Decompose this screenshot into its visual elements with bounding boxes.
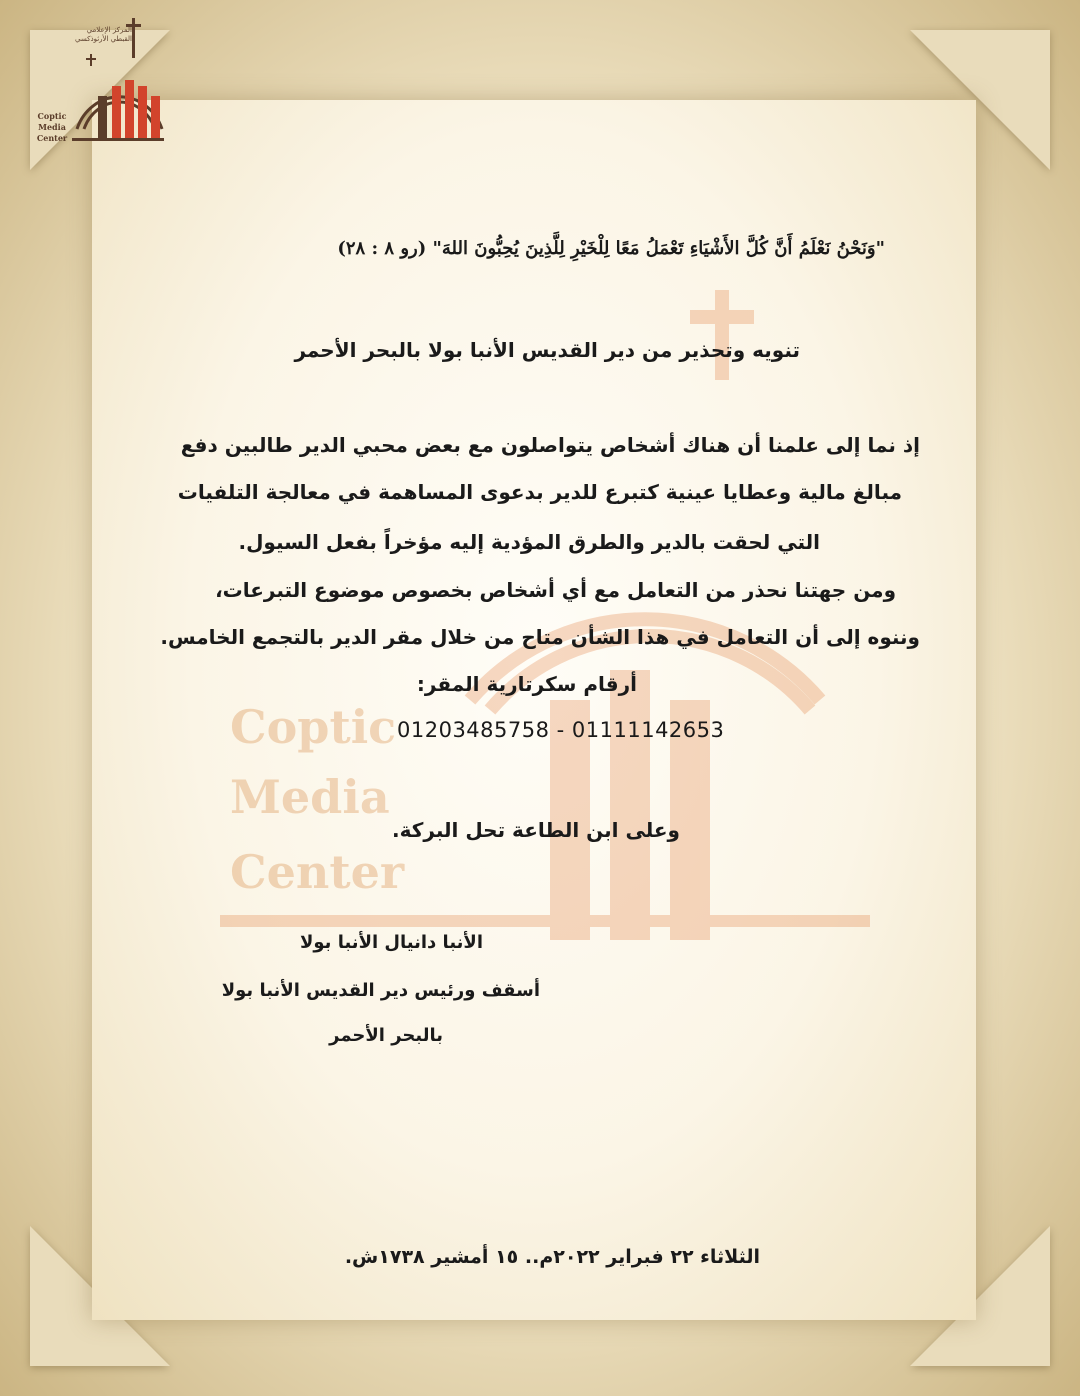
notice-title: تنويه وتحذير من دير القديس الأنبا بولا بالبحر الأحمر [294, 338, 800, 362]
paragraph-line: مبالغ مالية وعطايا عينية كتبرع للدير بدعوى المساهمة في معالجة التلفيات [177, 480, 902, 504]
blessing-line: وعلى ابن الطاعة تحل البركة. [392, 818, 680, 842]
paragraph-line: وننوه إلى أن التعامل في هذا الشأن متاح من خلال مقر الدير بالتجمع الخامس. [160, 625, 920, 649]
logo-english-line: Coptic [37, 111, 67, 121]
paragraph-line: إذ نما إلى علمنا أن هناك أشخاص يتواصلون مع بعض محبي الدير طالبين دفع [180, 433, 920, 457]
logo-arabic-line: القبطي الأرثوذكسي [75, 35, 132, 43]
watermark-text: Coptic [230, 700, 397, 754]
paragraph-line: التي لحقت بالدير والطرق المؤدية إليه مؤخراً بفعل السيول. [238, 530, 820, 554]
phones-heading: أرقام سكرتارية المقر: [416, 672, 637, 696]
phone-numbers: 01203485758 - 01111142653 [397, 718, 725, 742]
signature-name: الأنبا دانيال الأنبا بولا [299, 932, 483, 953]
paragraph-line: ومن جهتنا نحذر من التعامل مع أي أشخاص بخصوص موضوع التبرعات، [215, 578, 896, 602]
logo-english-line: Media [38, 122, 66, 132]
logo-english-line: Center [36, 133, 68, 143]
watermark-text: Center [230, 845, 405, 899]
document-date: الثلاثاء ٢٢ فبراير ٢٠٢٢م.. ١٥ أمشير ١٧٣٨ش. [344, 1246, 760, 1268]
watermark-text: Media [230, 770, 390, 824]
bible-verse: "وَنَحْنُ نَعْلَمُ أَنَّ كُلَّ الأَشْيَاءِ تَعْمَلُ مَعًا لِلْخَيْرِ لِلَّذِينَ يُحِبُّونَ اللهَ" (رو ٨ : ٢٨) [337, 238, 885, 259]
logo-arabic-line: المركز الإعلامي [86, 26, 132, 34]
signature-title: أسقف ورئيس دير القديس الأنبا بولا [221, 980, 540, 1001]
signature-location: بالبحر الأحمر [329, 1025, 443, 1046]
